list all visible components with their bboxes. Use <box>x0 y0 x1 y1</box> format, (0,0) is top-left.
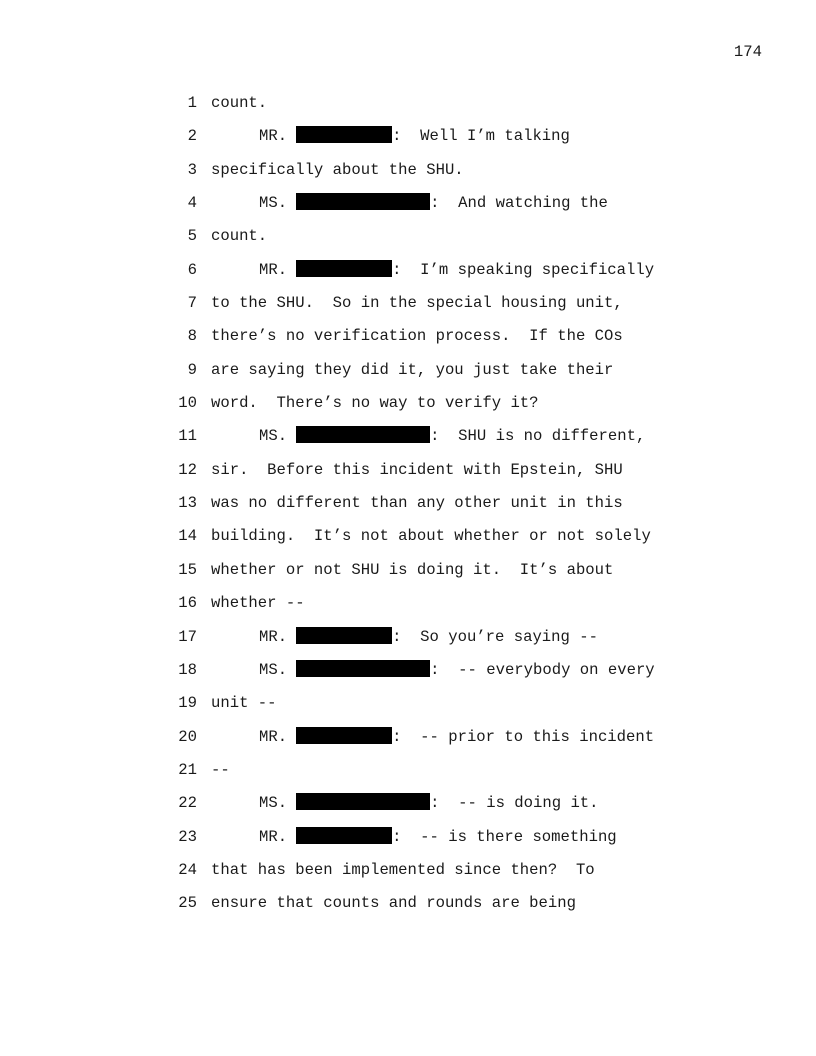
redaction-box <box>296 193 430 210</box>
line-text: was no different than any other unit in this <box>211 494 623 513</box>
line-number: 1 <box>187 94 197 112</box>
speech-text: : And watching the <box>430 194 608 213</box>
speaker-title: MS. <box>259 427 288 446</box>
speech-text: : -- is there something <box>392 827 617 846</box>
line-number: 7 <box>187 294 197 313</box>
speaker-title: MR. <box>259 260 288 279</box>
line-number: 18 <box>178 660 197 679</box>
transcript-line <box>0 259 816 292</box>
transcript-line <box>0 792 816 825</box>
redaction-box <box>296 260 392 277</box>
line-number: 21 <box>178 760 197 779</box>
speaker-line <box>259 726 654 748</box>
line-text: ensure that counts and rounds are being <box>211 894 576 913</box>
speech-text: : Well I’m talking <box>392 127 570 146</box>
transcript-line <box>0 525 816 558</box>
transcript-line <box>0 726 816 759</box>
speaker-line <box>259 192 608 214</box>
redaction-box <box>296 660 430 677</box>
line-text: are saying they did it, you just take their <box>211 360 614 379</box>
line-number: 2 <box>187 127 197 146</box>
transcript-line <box>0 359 816 392</box>
transcript-line <box>0 759 816 792</box>
speaker-title: MS. <box>259 660 288 679</box>
line-text: to the SHU. So in the special housing unit, <box>211 294 623 313</box>
speaker-title: MS. <box>259 794 288 813</box>
transcript-line <box>0 192 816 225</box>
line-number: 4 <box>187 194 197 213</box>
line-number: 19 <box>178 694 197 713</box>
line-number: 6 <box>187 260 197 279</box>
line-number: 12 <box>178 460 197 479</box>
redaction-box <box>296 126 392 143</box>
transcript-line <box>0 159 816 192</box>
speaker-line <box>259 792 599 814</box>
line-number: 9 <box>187 360 197 379</box>
line-text: there’s no verification process. If the COs <box>211 327 623 346</box>
transcript-line <box>0 92 816 125</box>
line-text: word. There’s no way to verify it? <box>211 394 539 413</box>
transcript-line <box>0 592 816 625</box>
line-number: 23 <box>178 827 197 846</box>
transcript-line <box>0 692 816 725</box>
line-number: 22 <box>178 794 197 813</box>
line-number: 16 <box>178 594 197 613</box>
transcript-line <box>0 859 816 892</box>
line-text: unit -- <box>211 694 277 713</box>
transcript-line <box>0 292 816 325</box>
speaker-line <box>259 659 655 681</box>
transcript-line <box>0 125 816 158</box>
line-text: specifically about the SHU. <box>211 160 464 179</box>
speech-text: : I’m speaking specifically <box>392 260 655 279</box>
line-text: that has been implemented since then? To <box>211 860 595 879</box>
redaction-box <box>296 426 430 443</box>
redaction-box <box>296 627 392 644</box>
line-number: 15 <box>178 560 197 579</box>
transcript-line <box>0 892 816 925</box>
line-number: 20 <box>178 727 197 746</box>
speech-text: : SHU is no different, <box>430 427 646 446</box>
transcript-line <box>0 826 816 859</box>
redaction-box <box>296 793 430 810</box>
speaker-line <box>259 626 598 648</box>
transcript-line <box>0 392 816 425</box>
line-text: sir. Before this incident with Epstein, SHU <box>211 460 623 479</box>
line-number: 11 <box>178 427 197 446</box>
speaker-title: MR. <box>259 627 288 646</box>
speech-text: : -- everybody on every <box>430 660 655 679</box>
transcript-body <box>0 92 816 926</box>
speaker-title: MR. <box>259 727 288 746</box>
line-number: 8 <box>187 327 197 346</box>
line-text: whether or not SHU is doing it. It’s about <box>211 560 614 579</box>
speaker-line <box>259 125 570 147</box>
line-number: 25 <box>178 894 197 913</box>
transcript-line <box>0 626 816 659</box>
transcript-line <box>0 325 816 358</box>
speaker-line <box>259 425 645 447</box>
line-number: 3 <box>187 160 197 179</box>
line-text: count. <box>211 227 268 246</box>
speaker-title: MS. <box>259 194 288 213</box>
speech-text: : -- is doing it. <box>430 794 599 813</box>
transcript-line <box>0 492 816 525</box>
speaker-title: MR. <box>259 127 288 146</box>
speech-text: : -- prior to this incident <box>392 727 655 746</box>
transcript-line <box>0 559 816 592</box>
transcript-line <box>0 425 816 458</box>
transcript-line <box>0 659 816 692</box>
line-number: 5 <box>187 227 197 246</box>
line-text: count. <box>211 94 268 112</box>
line-number: 14 <box>178 527 197 546</box>
speaker-title: MR. <box>259 827 288 846</box>
line-text: building. It’s not about whether or not solely <box>211 527 651 546</box>
redaction-box <box>296 727 392 744</box>
speaker-line <box>259 259 654 281</box>
line-number: 24 <box>178 860 197 879</box>
speech-text: : So you’re saying -- <box>392 627 598 646</box>
speaker-line <box>259 826 617 848</box>
transcript-line <box>0 225 816 258</box>
line-text: -- <box>211 760 230 779</box>
transcript-line <box>0 459 816 492</box>
line-number: 17 <box>178 627 197 646</box>
redaction-box <box>296 827 392 844</box>
line-text: whether -- <box>211 594 305 613</box>
line-number: 13 <box>178 494 197 513</box>
page-number: 174 <box>733 43 762 61</box>
line-number: 10 <box>178 394 197 413</box>
